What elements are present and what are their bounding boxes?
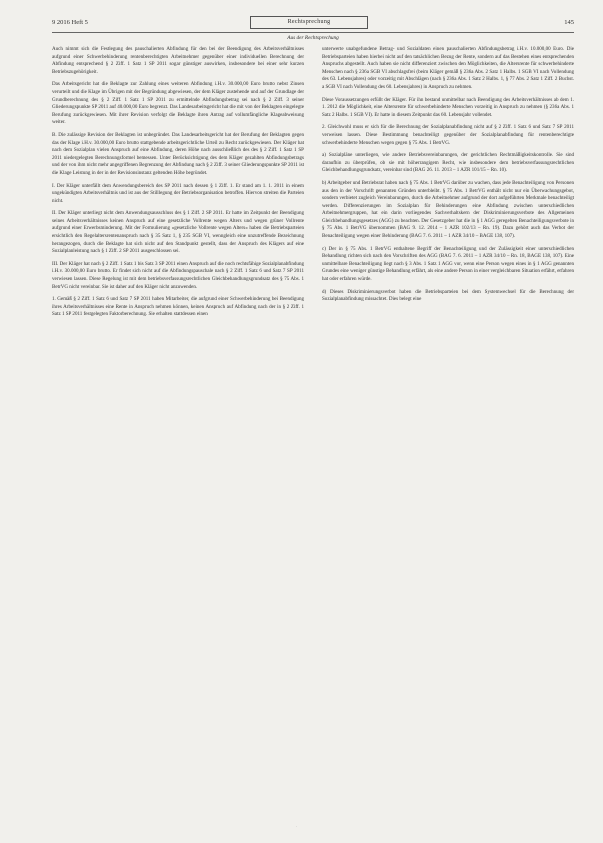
right-column	[322, 46, 574, 309]
paragraph: a) Sozialpläne unterliegen, wie andere Betriebsvereinbarungen, der gerichtlichen Rechtmäßigkeitskontrolle. Sie sind daraufhin zu überprüfen, ob sie mit höherrangigem Recht, wie insbesondere dem betriebsverfassungsrechtlichen Gleichbehandlungsgrundsatz, vereinbar sind (BAG 26. 11. 2013 – 1 AZR 101/15 – Rn. 10).	[322, 152, 574, 174]
paragraph: Auch nimmt sich die Festlegung des pauschalierten Abfindung für den bei der Beendigung des Arbeitsverhältnisses aufgrund einer Schwerbehinderung rentenberechtigten Arbeitnehmer gegenüber einer individuellen Berechnung der Abfindung entsprechend § 2 Ziff. 1 Satz 1 SP 2011 sogar günstiger auswirken, insbesondere bei einer sehr kurzen Betriebszugehörigkeit.	[52, 46, 304, 75]
section-title-box: Rechtsprechung	[250, 16, 368, 29]
issue-label: 9 2016 Heft 5	[52, 19, 88, 26]
section-subtitle: Aus der Rechtsprechung	[287, 35, 339, 41]
paragraph: 2. Gleichwohl muss er sich für die Berechnung der Sozialplanabfindung nicht auf § 2 Ziff. 1 Satz 6 und Satz 7 SP 2011 verweisen lassen. Diese Bestimmung benachteiligt gegenüber der Sozialplanabfindung für rentenberechtigte schwerbehinderte Menschen wegen gegen § 75 Abs. 1 BetrVG.	[322, 124, 574, 146]
page-mark: ·	[296, 824, 298, 829]
paragraph: c) Der in § 75 Abs. 1 BetrVG enthaltene Begriff der Benachteiligung und der Zulässigkeit einer unterschiedlichen Behandlung richten sich nach den Vorschriften des AGG (BAG 7. 6. 2011 – 1 AZR 34/10 – Rn. 18, BAGE 138, 107). Eine unmittelbare Benachteiligung liegt nach § 3 Abs. 1 Satz 1 AGG vor, wenn eine Person wegen eines in § 1 AGG genannten Grundes eine weniger günstige Behandlung erfährt, als eine andere Person in einer vergleichbaren Situation erfährt, erfahren hat oder erfahren würde.	[322, 245, 574, 283]
paragraph: Das Arbeitsgericht hat die Beklagte zur Zahlung eines weiteren Abfindung i.H.v. 30.000,00 Euro brutto nebst Zinsen verurteilt und die Klage im Übrigen mit der Begründung abgewiesen, der dem Kläger zustehende und auf der Grundlage der Grundberechnung des § 2 Ziff. 1 Satz 1 SP 2011 zu ermittelnde Abfindungsbetrag sei nach § 2 Ziff. 3 seiner Gliederungspunkte SP 2011 auf 40.000,00 Euro begrenzt. Das Landesarbeitsgericht hat die mit von der Beklagten eingelegte Berufung zurückgewiesen. Mit ihrer Revision verfolgt die Beklagte ihren Antrag auf vollumfängliche Klageabweisung weiter.	[52, 81, 304, 126]
paragraph: b) Arbeitgeber und Betriebsrat haben nach § 75 Abs. 1 BetrVG darüber zu wachen, dass jede Benachteiligung von Personen aus den in der Vorschrift genannten Gründen unterbleibt. § 75 Abs. 1 BetrVG enthält nicht nur ein Überwachungsgebot, sondern verbietet zugleich Vereinbarungen, durch die Arbeitnehmer aufgrund der dort aufgeführten Merkmale benachteiligt werden. Differenzierungen im Sozialplan für Behinderungen eine Abfindung zwischen unterschiedlichen Arbeitnehmergruppen, hat ein darin vorliegendes Sachverhaltskern der Diskriminierungsverbote des Allgemeinen Gleichbehandlungsgesetzes (AGG) zu beachten. Der Gesetzgeber hat die in § 1 AGG geregelten Benachteiligungsverbote in § 75 Abs. 1 BetrVG übernommen (BAG 9. 12. 2014 – 1 AZR 102/13 – Rn. 19). Dazu gehört auch das Verbot der Benachteiligung wegen einer Behinderung (BAG 7. 6. 2011 – 1 AZR 34/10 – BAGE 138, 107).	[322, 179, 574, 240]
paragraph: III. Der Kläger hat nach § 2 Ziff. 1 Satz 1 bis Satz 3 SP 2011 einen Anspruch auf die noch rechtsfähige Sozialplanabfindung i.H.v. 30.000,00 Euro brutto. Er findet sich nicht auf die Abfindungspauschale nach § 2 Ziff. 1 Satz 6 und Satz 7 SP 2011 verwiesen lassen. Diese Regelung ist mit dem betriebsverfassungsrechtlichen Gleichbehandlungsgrundsatz des § 75 Abs. 1 BetrVG nicht vereinbar. Sie ist daher auf den Kläger nicht anzuwenden.	[52, 260, 304, 290]
paragraph: I. Der Kläger unterfällt dem Anwendungsbereich des SP 2011 nach dessen § 1 Ziff. 1. Er stand am 1. 1. 2011 in einem ungekündigten Arbeitsverhältnis und ist aus der Stilllegung der Betriebsorganisation betroffen. Hiervon streiten die Parteien nicht.	[52, 182, 304, 204]
left-column	[52, 46, 304, 324]
paragraph: d) Dieses Diskriminierungsverbot haben die Betriebsparteien bei dem Systemwechsel für die Berechnung der Sozialplanabfindung missachtet. Dies belegt eine	[322, 288, 574, 303]
paragraph: Diese Voraussetzungen erfüllt der Kläger. Für ihn bestand unmittelbar nach Beendigung des Arbeitsverhältnisses ab dem 1. 1. 2012 die Möglichkeit, eine Altersrente für schwerbehinderte Menschen vorzeitig in Anspruch zu nehmen (§ 236a Abs. 1 Satz 2 Halbs. 1 SGB VI). Er hatte in diesem Zeitpunkt das 60. Lebensjahr vollendet.	[322, 96, 574, 118]
paragraph: unterwerte unabgefundene Betrag- und Sozialdaten einen pauschalierten Abfindungsbetrag i.H.v. 10.000,00 Euro. Die Betriebsparteien haben hierbei nicht auf den tatsächlichen Bezug der Rente, sondern auf das Bestehen eines entsprechenden Anspruchs abgestellt. Auch haben sie nicht differenziert zwischen den Möglichkeiten, die Altersrente für schwerbehinderte Menschen nach § 236a SGB VI abschlagsfrei (beim Kläger gemäß § 236a Abs. 2 Satz 1 Halbs. 1 SGB VI nach Vollendung des 63. Lebensjahres) oder vorzeitig mit Abschlägen (nach § 236a Abs. 1 Satz 2 Halbs. 1, § 77 Abs. 2 Satz 1 Ziff. 2 Buchst. a SGB VI nach Vollendung des 60. Lebensjahres) in Anspruch zu nehmen.	[322, 46, 574, 90]
paragraph: 1. Gemäß § 2 Ziff. 1 Satz 6 und Satz 7 SP 2011 haben Mitarbeiter, die aufgrund einer Schwerbehinderung bei Beendigung ihres Arbeitsverhältnisses eine Rente in Anspruch nehmen können, keinen Anspruch auf Abfindung nach der in § 2 Ziff. 1 Satz 1 SP 2011 festgelegten Faktorberechnung. Sie erhalten stattdessen einen	[52, 296, 304, 318]
paragraph: B. Die zulässige Revision der Beklagten ist unbegründet. Das Landesarbeitsgericht hat der Berufung der Beklagten gegen das der Klage i.H.v. 30.000,00 Euro brutto stattgebende arbeitsgerichtliche Urteil zu Recht zurückgewiesen. Der Kläger hat nach dem Sozialplan vielen Anspruch auf eine Abfindung, deren Höhe nach ausschließlich des des § 2 Ziff. 1 Satz 1 SP 2011 niedergelegten Berechnungsformel bemessen. Unter Berücksichtigung des dem Kläger gezahlten Abfindungsbetrags und der von ihm nicht mehr angegriffenen Begrenzung der Abfindung nach § 2 Ziff. 3 seiner Gliederungspunkte SP 2011 ist die Klage Leistung in der in der Revisionsinstanz geltenden Höhe begründet.	[52, 131, 304, 176]
paragraph: II. Der Kläger unterliegt nicht dem Anwendungsausschluss des § 1 Ziff. 2 SP 2011. Er hatte im Zeitpunkt der Beendigung seines Arbeitsverhältnisses keinen Anspruch auf eine gesetzliche Vollrente wegen Alters und wegen grüner Vollrente aufgrund einer Erwerbsminderung. Mit der Formulierung »gesetzliche Vollrente wegen Alters« haben die Betriebsparteien ersichtlich den Regelaltersrentenanspruch nach § 35 Satz 1, § 235 SGB VI, wenngleich eine unzutreffende Bezeichnung herangezogen, durch die Beklagte hat sich nicht auf den Standpunkt gestellt, dass der Anspruch des Klägers auf eine Sozialplanleistung nach § 1 Ziff. 2 SP 2011 ausgeschlossen sei.	[52, 210, 304, 255]
page-number: 145	[564, 19, 574, 26]
running-header	[52, 16, 574, 33]
